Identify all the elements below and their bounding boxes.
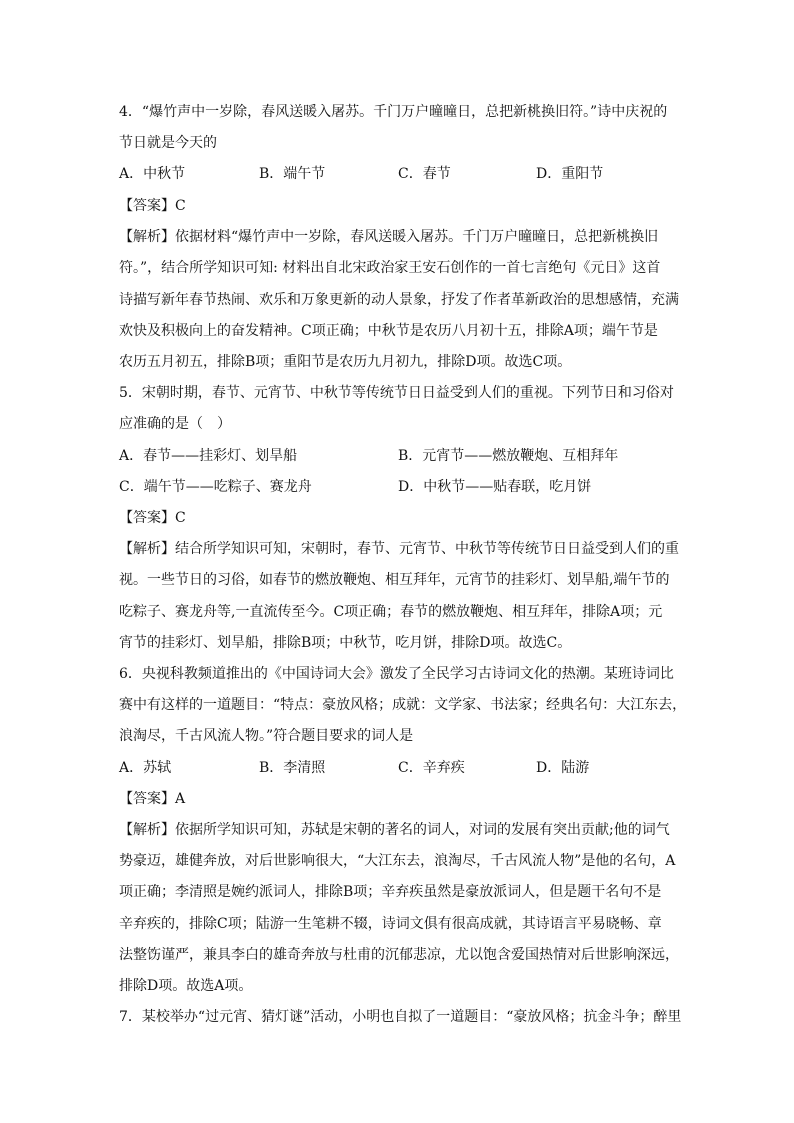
q4-option-d: D．重阳节 [536, 166, 604, 182]
q5-option-d: D．中秋节——贴春联，吃月饼 [398, 479, 592, 495]
analysis-text: 依据材料“爆竹声中一岁除，春风送暖入屠苏。千门万户曈曈日，总把新桃换旧 [175, 229, 659, 245]
q5-analysis-line-1 [119, 539, 679, 559]
answer-label: 【答案】 [119, 510, 175, 526]
analysis-text: 依据所学知识可知，苏轼是宋朝的著名的词人，对词的发展有突出贡献;他的词气 [175, 822, 670, 838]
q4-option-b: B．端午节 [259, 166, 326, 182]
q6-stem-line-2: 赛中有这样的一道题目：“特点：豪放风格；成就：文学家、书法家；经典名句：大江东去， [119, 697, 687, 713]
analysis-label: 【解析】 [119, 229, 175, 245]
q5-analysis-line-3: 吃粽子、赛龙舟等,一直流传至今。C项正确；春节的燃放鞭炮、相互拜年，排除A项；元 [119, 604, 663, 620]
q6-stem-line-3: 浪淘尽，千古风流人物。”符合题目要求的词人是 [119, 728, 414, 744]
q4-analysis-line-1 [119, 227, 658, 247]
q6-analysis-line-1 [119, 820, 670, 840]
answer-label: 【答案】 [119, 198, 175, 214]
q6-analysis-line-2: 势豪迈，雄健奔放，对后世影响很大，“大江东去，浪淘尽，千古风流人物”是他的名句，A [119, 853, 676, 869]
q6-analysis-line-5: 法整饬谨严，兼具李白的雄奇奔放与杜甫的沉郁悲凉，尤以饱含爱国热情对后世影响深远， [119, 947, 679, 963]
q4-analysis-line-3: 诗描写新年春节热闹、欢乐和万象更新的动人景象，抒发了作者革新政治的思想感情，充满 [119, 292, 679, 308]
q6-stem-line-1: 6．央视科教频道推出的《中国诗词大会》激发了全民学习古诗词文化的热潮。某班诗词比 [119, 666, 674, 682]
q6-option-b: B．李清照 [259, 760, 326, 776]
analysis-text: 结合所学知识可知，宋朝时，春节、元宵节、中秋节等传统节日日益受到人们的重 [175, 541, 679, 557]
q5-stem-line-1: 5．宋朝时期，春节、元宵节、中秋节等传统节日日益受到人们的重视。下列节日和习俗对 [119, 385, 674, 401]
q6-analysis-line-4: 辛弃疾的，排除C项；陆游一生笔耕不辍，诗词文俱有很高成就，其诗语言平易晓畅、章 [119, 916, 662, 932]
q5-stem-line-2: 应准确的是（ ） [119, 416, 231, 432]
q5-option-a: A．春节——挂彩灯、划旱船 [119, 448, 298, 464]
q6-answer [119, 789, 185, 809]
q4-analysis-line-2: 符。”，结合所学知识可知: 材料出自北宋政治家王安石创作的一首七言绝句《元日》这首 [119, 260, 661, 276]
q4-stem-line-1: 4．“爆竹声中一岁除，春风送暖入屠苏。千门万户曈曈日，总把新桃换旧符。”诗中庆祝的 [119, 104, 668, 120]
answer-value: A [175, 791, 186, 807]
q7-stem-line-1: 7．某校举办“过元宵、猜灯谜”活动，小明也自拟了一道题目：“豪放风格；抗金斗争；醉里 [119, 1009, 682, 1025]
q5-analysis-line-4: 宵节的挂彩灯、划旱船，排除B项；中秋节，吃月饼，排除D项。故选C。 [119, 635, 572, 651]
q4-stem-line-2: 节日就是今天的 [119, 135, 217, 151]
q5-option-b: B．元宵节——燃放鞭炮、互相拜年 [398, 448, 619, 464]
analysis-label: 【解析】 [119, 541, 175, 557]
q6-option-a: A．苏轼 [119, 760, 172, 776]
q6-analysis-line-6: 排除D项。故选A项。 [119, 978, 253, 994]
q4-analysis-line-4: 欢快及积极向上的奋发精神。C项正确；中秋节是农历八月初十五，排除A项；端午节是 [119, 323, 658, 339]
answer-label: 【答案】 [119, 791, 175, 807]
q4-analysis-line-5: 农历五月初五，排除B项；重阳节是农历九月初九，排除D项。故选C项。 [119, 354, 572, 370]
q5-option-c: C．端午节——吃粽子、赛龙舟 [119, 479, 312, 495]
q6-analysis-line-3: 项正确；李清照是婉约派词人，排除B项；辛弃疾虽然是豪放派词人，但是题干名句不是 [119, 884, 662, 900]
q6-option-c: C．辛弃疾 [398, 760, 465, 776]
q5-answer [119, 508, 186, 528]
answer-value: C [175, 510, 186, 526]
q6-option-d: D．陆游 [536, 760, 590, 776]
answer-value: C [175, 198, 186, 214]
q4-option-a: A．中秋节 [119, 166, 186, 182]
q4-answer [119, 196, 186, 216]
analysis-label: 【解析】 [119, 822, 175, 838]
q4-option-c: C．春节 [398, 166, 451, 182]
q5-analysis-line-2: 视。一些节日的习俗，如春节的燃放鞭炮、相互拜年，元宵节的挂彩灯、划旱船,端午节的 [119, 572, 670, 588]
